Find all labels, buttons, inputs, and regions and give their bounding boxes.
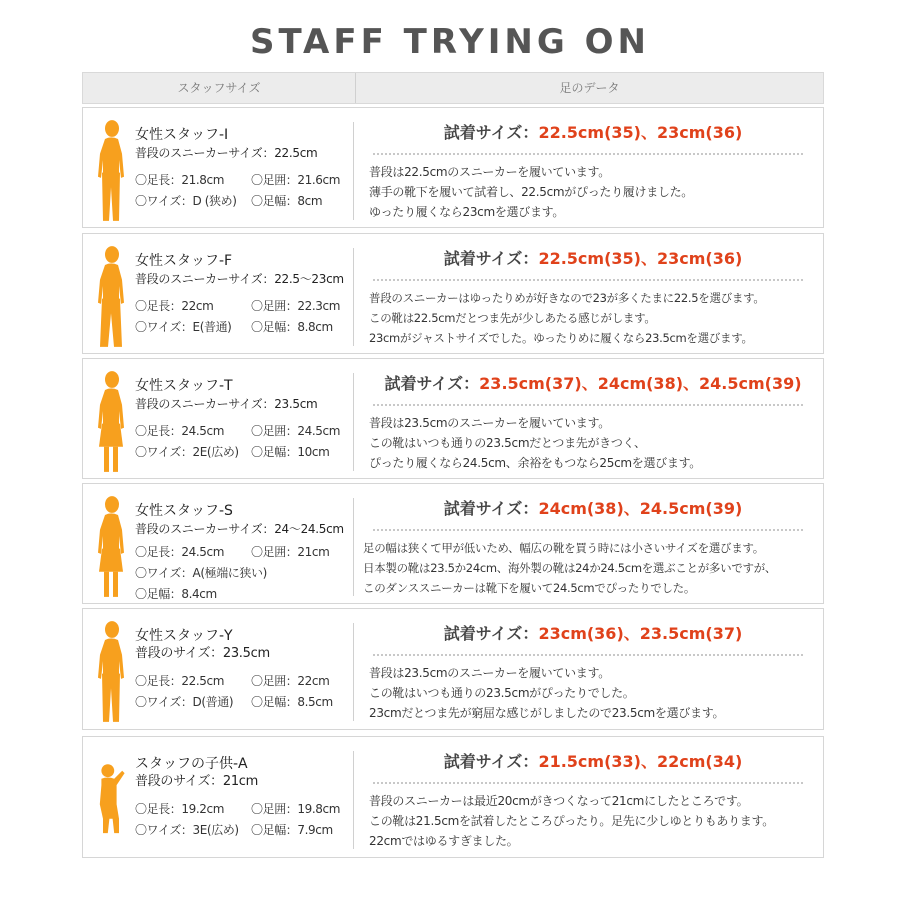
usual-size: 普段のスニーカーサイズ：22.5～23cm [135, 272, 344, 286]
dotted-divider [373, 153, 803, 155]
column-divider [353, 373, 354, 471]
dotted-divider [373, 654, 803, 656]
measurement-value: 〇ワイズ：D(普通) [135, 695, 234, 709]
header-foot-data: 足のデータ [559, 81, 620, 95]
measurement-line [135, 296, 353, 317]
foot-data [363, 373, 823, 473]
measurement-value: 〇足幅：10cm [251, 445, 330, 459]
staff-name: スタッフの子供-A [135, 756, 248, 772]
measurement-value: 〇足幅：8.4cm [135, 587, 217, 601]
comment-line: この靴は21.5cmを試着したところぴったり。足先に少しゆとりもあります。 [369, 814, 774, 828]
trial-size [363, 248, 823, 270]
measurement-line [135, 820, 353, 841]
measurement-value: 〇足長：22.5cm [135, 674, 225, 688]
comment-line: 普段は23.5cmのスニーカーを履いています。 [369, 666, 610, 680]
column-divider [353, 122, 354, 220]
usual-size: 普段のスニーカーサイズ：24～24.5cm [135, 522, 344, 536]
foot-data [363, 122, 823, 222]
staff-name: 女性スタッフ-I [135, 127, 229, 143]
comment-line: 足の幅は狭くて甲が低いため、幅広の靴を買う時には小さいサイズを選びます。 [363, 541, 764, 555]
staff-info [135, 627, 353, 713]
staff-row [82, 483, 824, 604]
comment-line: 23cmだとつま先が窮屈な感じがしましたので23.5cmを選びます。 [369, 706, 725, 720]
staff-info [135, 755, 353, 841]
foot-data [363, 623, 823, 723]
trial-size-label: 試着サイズ： [443, 752, 539, 771]
measurement-value: 〇足囲：24.5cm [251, 424, 341, 438]
trial-size-value: 22.5cm(35)、23cm(36) [538, 249, 743, 268]
trial-size [363, 623, 823, 645]
trial-size-label: 試着サイズ： [384, 374, 480, 393]
measurement-line [135, 191, 353, 212]
measurement-value: 〇足長：21.8cm [135, 173, 225, 187]
comment-line: ゆったり履くなら23cmを選びます。 [369, 205, 565, 219]
child-figure-icon [95, 747, 127, 852]
woman-figure-icon [95, 118, 127, 223]
measurement-value: 〇足長：19.2cm [135, 802, 225, 816]
woman-figure-icon [95, 369, 127, 474]
comment-line: 普段のスニーカーは最近20cmがきつくなって21cmにしたところです。 [369, 794, 749, 808]
comment-line: 普段は22.5cmのスニーカーを履いています。 [369, 165, 610, 179]
staff-name: 女性スタッフ-T [135, 378, 233, 394]
measurement-value: 〇ワイズ：2E(広め) [135, 445, 239, 459]
measurement-value: 〇足幅：8.8cm [251, 320, 333, 334]
column-divider [353, 248, 354, 346]
comment-line: ぴったり履くなら24.5cm、余裕をもつなら25cmを選びます。 [369, 456, 702, 470]
column-divider [353, 751, 354, 849]
trial-size [363, 373, 823, 395]
measurement-value: 〇ワイズ：A(極端に狭い) [135, 566, 267, 580]
measurement-value: 〇ワイズ：E(普通) [135, 320, 232, 334]
staff-info [135, 126, 353, 212]
dotted-divider [373, 782, 803, 784]
measurement-line [135, 671, 353, 692]
staff-info [135, 377, 353, 463]
staff-name: 女性スタッフ-S [135, 503, 233, 519]
staff-row [82, 233, 824, 354]
comment-line: 薄手の靴下を履いて試着し、22.5cmがぴったり履けました。 [369, 185, 694, 199]
measurement-value: 〇足囲：19.8cm [251, 802, 341, 816]
measurement-line [135, 542, 353, 563]
staff-row [82, 608, 824, 730]
trial-size-label: 試着サイズ： [443, 499, 539, 518]
usual-size: 普段のサイズ：23.5cm [135, 646, 270, 661]
measurement-value: 〇足囲：21cm [251, 545, 330, 559]
measurement-line [135, 563, 353, 584]
usual-size: 普段のサイズ：21cm [135, 774, 259, 789]
foot-data [363, 248, 823, 348]
measurement-line [135, 692, 353, 713]
dotted-divider [373, 279, 803, 281]
comment-line: この靴はいつも通りの23.5cmだとつま先がきつく、 [369, 436, 646, 450]
dotted-divider [373, 404, 803, 406]
trial-size-label: 試着サイズ： [443, 624, 539, 643]
measurement-value: 〇足長：24.5cm [135, 545, 225, 559]
measurement-value: 〇足幅：8.5cm [251, 695, 333, 709]
staff-name: 女性スタッフ-Y [135, 628, 233, 644]
comment-line: この靴は22.5cmだとつま先が少しあたる感じがします。 [369, 311, 656, 325]
header-staff-size: スタッフサイズ [83, 73, 356, 103]
table-header [82, 72, 824, 104]
staff-row [82, 107, 824, 228]
measurement-line [135, 170, 353, 191]
page-title: STAFF TRYING ON [250, 22, 650, 62]
measurement-value: 〇足幅：8cm [251, 194, 323, 208]
measurement-value: 〇ワイズ：3E(広め) [135, 823, 239, 837]
measurement-value: 〇足囲：22cm [251, 674, 330, 688]
comment-line: このダンススニーカーは靴下を履いて24.5cmでぴったりでした。 [363, 581, 696, 595]
measurement-line [135, 442, 353, 463]
measurement-line [135, 799, 353, 820]
comment-line: 普段のスニーカーはゆったりめが好きなので23が多くたまに22.5を選びます。 [369, 291, 765, 305]
measurement-line [135, 317, 353, 338]
comment-line: 普段は23.5cmのスニーカーを履いています。 [369, 416, 610, 430]
column-divider [353, 498, 354, 596]
trial-size-value: 23cm(36)、23.5cm(37) [538, 624, 743, 643]
measurement-value: 〇足長：22cm [135, 299, 214, 313]
woman-figure-icon [95, 494, 127, 599]
trial-size [363, 751, 823, 773]
measurement-value: 〇ワイズ：D (狭め) [135, 194, 237, 208]
staff-info [135, 252, 353, 338]
trial-size [363, 498, 823, 520]
measurement-value: 〇足幅：7.9cm [251, 823, 333, 837]
trial-size-value: 22.5cm(35)、23cm(36) [538, 123, 743, 142]
measurement-line [135, 584, 353, 605]
trial-size-label: 試着サイズ： [443, 123, 539, 142]
comment-line: この靴はいつも通りの23.5cmがぴったりでした。 [369, 686, 635, 700]
measurement-value: 〇足囲：22.3cm [251, 299, 341, 313]
foot-data [363, 498, 823, 598]
foot-data [363, 751, 823, 851]
staff-row [82, 358, 824, 479]
dotted-divider [373, 529, 803, 531]
staff-row [82, 736, 824, 858]
column-divider [353, 623, 354, 721]
usual-size: 普段のスニーカーサイズ：22.5cm [135, 146, 318, 160]
staff-info [135, 502, 353, 605]
trial-size-value: 24cm(38)、24.5cm(39) [538, 499, 743, 518]
woman-figure-icon [95, 619, 127, 724]
comment-line: 23cmがジャストサイズでした。ゆったりめに履くなら23.5cmを選びます。 [369, 331, 753, 345]
trial-size-label: 試着サイズ： [443, 249, 539, 268]
measurement-line [135, 421, 353, 442]
trial-size-value: 21.5cm(33)、22cm(34) [538, 752, 743, 771]
comment-line: 日本製の靴は23.5か24cm、海外製の靴は24か24.5cmを選ぶことが多いですが、 [363, 561, 777, 575]
trial-size [363, 122, 823, 144]
measurement-value: 〇足囲：21.6cm [251, 173, 341, 187]
usual-size: 普段のスニーカーサイズ：23.5cm [135, 397, 318, 411]
trial-size-value: 23.5cm(37)、24cm(38)、24.5cm(39) [479, 374, 802, 393]
comment-line: 22cmではゆるすぎました。 [369, 834, 519, 848]
staff-name: 女性スタッフ-F [135, 253, 233, 269]
measurement-value: 〇足長：24.5cm [135, 424, 225, 438]
woman-figure-icon [95, 244, 127, 349]
